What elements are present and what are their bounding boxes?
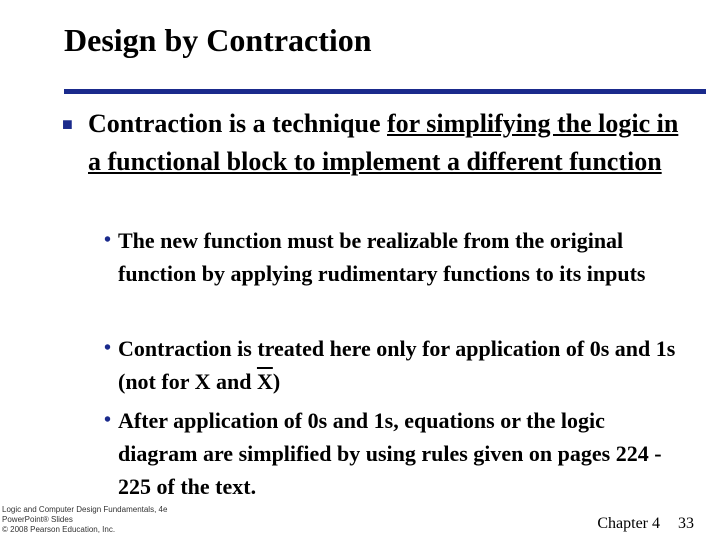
sub-bullet-1-text: The new function must be realizable from the original function by applying rudimentary functions to its inputs — [118, 228, 646, 286]
sub-bullet-2-text-before: Contraction is treated here only for application of 0s and 1s (not for X and — [118, 336, 676, 394]
sub-bullet-3-text: After application of 0s and 1s, equations or the logic diagram are simplified by using rules given on pages 224 - 225 of the text. — [118, 408, 662, 499]
main-bullet-text-underlined: for simplifying the logic in a functional block to implement a different function — [88, 109, 679, 176]
sub-bullet-2-text-after: ) — [272, 369, 281, 394]
main-bullet — [60, 105, 680, 181]
title-divider — [64, 89, 706, 94]
dot-bullet-icon: • — [104, 337, 112, 359]
chapter-label: Chapter 4 — [597, 515, 660, 532]
credits-line-3: © 2008 Pearson Education, Inc. — [2, 525, 116, 534]
square-bullet-icon: ■ — [62, 114, 73, 134]
main-bullet-text — [60, 105, 680, 181]
dot-bullet-icon: • — [104, 409, 112, 431]
sub-bullet-1 — [100, 224, 680, 290]
dot-bullet-icon: • — [104, 229, 112, 251]
sub-bullet-2 — [100, 332, 680, 398]
sub-bullet-2-text — [100, 332, 680, 398]
x-complement: $\overline{X}$ — [256, 369, 273, 394]
sub-bullet-3 — [100, 404, 680, 503]
credits-line-2: PowerPoint® Slides — [2, 515, 73, 524]
slide-title: Design by Contraction — [64, 22, 372, 58]
page-number: 33 — [678, 515, 694, 532]
publisher-credits — [2, 505, 167, 535]
slide-footer — [597, 515, 694, 533]
credits-line-1: Logic and Computer Design Fundamentals, 4e — [2, 505, 168, 514]
main-bullet-text-plain: Contraction is a technique — [88, 109, 387, 138]
